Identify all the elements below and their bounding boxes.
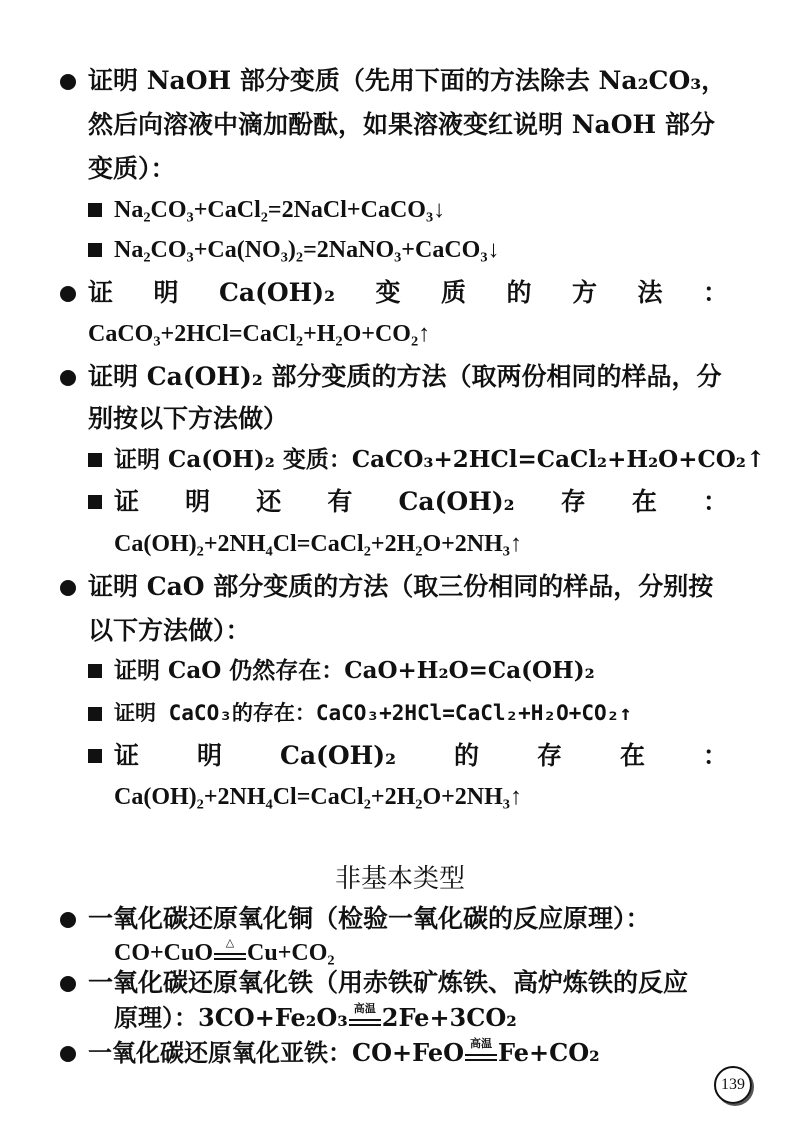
text-line: 一氧化碳还原氧化铜（检验一氧化碳的反应原理）：	[88, 904, 651, 933]
reaction-condition	[213, 936, 247, 964]
bullet-dot	[60, 286, 76, 302]
text-fragment: ：	[702, 278, 728, 307]
text-fragment: Ca(OH)₂	[218, 278, 336, 307]
bullet-dot	[60, 1046, 76, 1062]
text-fragment: Ca(OH)₂	[398, 487, 515, 516]
bullet-square	[88, 495, 102, 509]
text-line: 证明 CaO 部分变质的方法（取三份相同的样品，分别按	[88, 572, 714, 601]
high-temp-label: 高温	[353, 1002, 376, 1015]
text-fragment: 还	[256, 487, 282, 516]
text-line: 然后向溶液中滴加酚酞，如果溶液变红说明 NaOH 部分	[88, 110, 715, 139]
text-fragment: Ca(OH)₂	[279, 741, 397, 770]
text-line: 证明 Ca(OH)₂ 部分变质的方法（取两份相同的样品，分	[88, 362, 722, 391]
equation: Ca(OH)₂+2NH₄Cl=CaCl₂+2H₂O+2NH₃↑	[114, 784, 522, 810]
equation-reactants: CO+CuO	[114, 940, 214, 966]
text-fragment: 方	[572, 278, 598, 307]
bullet-square	[88, 243, 102, 257]
high-temp-label: 高温	[470, 1037, 493, 1050]
equation-lead: 原理）：3CO+Fe₂O₃	[114, 1003, 348, 1032]
text-fragment: 在	[631, 487, 657, 516]
text-line: 证明 NaOH 部分变质（先用下面的方法除去 Na₂CO₃，	[88, 66, 727, 95]
text-fragment: 变	[375, 278, 401, 307]
text-fragment: 证	[114, 487, 140, 516]
bullet-dot	[60, 370, 76, 386]
equation: Na₂CO₃+CaCl₂=2NaCl+CaCO₃↓	[114, 197, 446, 223]
text-fragment: 的	[506, 278, 532, 307]
bullet-square	[88, 749, 102, 763]
text-fragment: 存	[560, 487, 586, 516]
equation: Na₂CO₃+Ca(NO₃)₂=2NaNO₃+CaCO₃↓	[114, 237, 500, 263]
heat-symbol: △	[225, 936, 235, 949]
bullet-dot	[60, 74, 76, 90]
text-fragment: 明	[185, 487, 211, 516]
text-fragment: 在	[619, 741, 645, 770]
justified-line	[114, 485, 728, 519]
equation-products: 2Fe+3CO₂	[381, 1003, 517, 1032]
text-fragment: ：	[702, 487, 728, 516]
equation	[114, 1002, 517, 1034]
reaction-condition	[348, 1002, 382, 1030]
bullet-dot	[60, 912, 76, 928]
equation: Ca(OH)₂+2NH₄Cl=CaCl₂+2H₂O+2NH₃↑	[114, 531, 522, 557]
text-fragment: 有	[327, 487, 353, 516]
equation-lead: 一氧化碳还原氧化亚铁：CO+FeO	[88, 1038, 465, 1067]
justified-line	[114, 739, 728, 773]
equation	[88, 1036, 600, 1070]
bullet-square	[88, 707, 102, 721]
bullet-square	[88, 203, 102, 217]
section-heading: 非基本类型	[334, 864, 465, 894]
equation	[114, 936, 335, 969]
reaction-condition	[464, 1037, 498, 1065]
bullet-square	[88, 453, 102, 467]
text-fragment: 明	[153, 278, 179, 307]
text-fragment: 明	[196, 741, 222, 770]
text-line: 一氧化碳还原氧化铁（用赤铁矿炼铁、高炉炼铁的反应	[88, 968, 689, 997]
text-fragment: 证	[88, 278, 114, 307]
text-line: 证明 CaCO₃的存在：CaCO₃+2HCl=CaCl₂+H₂O+CO₂↑	[114, 701, 632, 725]
justified-line	[88, 276, 728, 310]
text-line: 以下方法做）：	[88, 616, 251, 645]
bullet-dot	[60, 580, 76, 596]
page-number: 139	[714, 1066, 752, 1104]
equation: CaCO₃+2HCl=CaCl₂+H₂O+CO₂↑	[88, 321, 431, 347]
text-fragment: 证	[114, 741, 140, 770]
text-fragment: 存	[536, 741, 562, 770]
equation-products: Cu+CO₂	[247, 940, 335, 966]
bullet-square	[88, 664, 102, 678]
text-fragment: 法	[637, 278, 663, 307]
text-line: 别按以下方法做）	[88, 404, 289, 433]
text-fragment: 质	[441, 278, 467, 307]
text-line: 证明 CaO 仍然存在：CaO+H₂O=Ca(OH)₂	[114, 657, 595, 684]
text-fragment: 的	[454, 741, 480, 770]
equation-products: Fe+CO₂	[498, 1038, 600, 1067]
text-line: 变质）：	[88, 154, 176, 183]
text-line: 证明 Ca(OH)₂ 变质：CaCO₃+2HCl=CaCl₂+H₂O+CO₂↑	[114, 446, 766, 473]
text-fragment: ：	[702, 741, 728, 770]
bullet-dot	[60, 976, 76, 992]
